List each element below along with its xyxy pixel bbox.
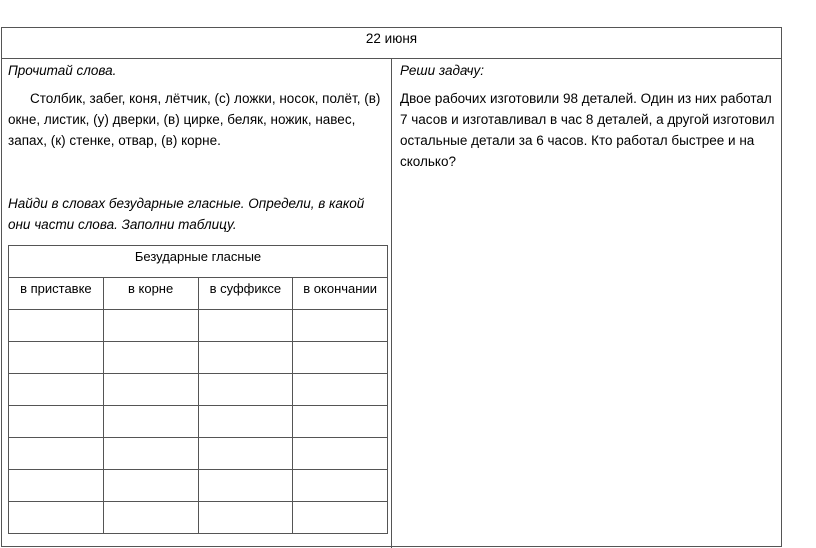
answer-cell[interactable] xyxy=(9,342,104,374)
answer-cell[interactable] xyxy=(9,374,104,406)
col-root: в корне xyxy=(103,278,198,310)
answer-cell[interactable] xyxy=(293,406,388,438)
col-ending: в окончании xyxy=(293,278,388,310)
table-row xyxy=(9,406,388,438)
read-words-heading: Прочитай слова. xyxy=(8,63,117,78)
left-column xyxy=(2,59,392,548)
col-prefix: в приставке xyxy=(9,278,104,310)
table-row xyxy=(9,438,388,470)
col-suffix: в суффиксе xyxy=(198,278,293,310)
date-header: 22 июня xyxy=(2,28,781,59)
word-list: Столбик, забег, коня, лётчик, (с) ложки, носок, полёт, (в) окне, листик, (у) дверки, (в) цирке, беляк, ножик, навес, запах, (к) стенке, отвар, (в) корне. xyxy=(8,91,381,148)
answer-cell[interactable] xyxy=(103,310,198,342)
unstressed-vowels-table xyxy=(8,245,388,534)
table-title: Безударные гласные xyxy=(9,246,388,278)
answer-cell[interactable] xyxy=(103,502,198,534)
answer-cell[interactable] xyxy=(103,374,198,406)
answer-cell[interactable] xyxy=(198,342,293,374)
answer-cell[interactable] xyxy=(198,374,293,406)
answer-cell[interactable] xyxy=(293,470,388,502)
table-row xyxy=(9,310,388,342)
answer-cell[interactable] xyxy=(9,470,104,502)
worksheet-table xyxy=(1,27,782,547)
answer-cell[interactable] xyxy=(198,406,293,438)
table-row xyxy=(9,342,388,374)
answer-cell[interactable] xyxy=(198,470,293,502)
table-instruction: Найди в словах безударные гласные. Определи, в какой они части слова. Заполни таблицу. xyxy=(8,196,365,232)
answer-cell[interactable] xyxy=(103,438,198,470)
answer-cell[interactable] xyxy=(9,502,104,534)
answer-cell[interactable] xyxy=(103,342,198,374)
answer-cell[interactable] xyxy=(103,406,198,438)
answer-cell[interactable] xyxy=(293,342,388,374)
table-row xyxy=(9,470,388,502)
answer-cell[interactable] xyxy=(198,310,293,342)
answer-cell[interactable] xyxy=(293,438,388,470)
right-column xyxy=(392,59,781,548)
math-problem: Двое рабочих изготовили 98 деталей. Один из них работал 7 часов и изготавливал в час 8 деталей, а другой изготовил остальные детали за 6 часов. Кто работал быстрее и на сколько? xyxy=(400,91,775,169)
answer-cell[interactable] xyxy=(293,502,388,534)
answer-cell[interactable] xyxy=(198,438,293,470)
answer-cell[interactable] xyxy=(9,310,104,342)
answer-cell[interactable] xyxy=(198,502,293,534)
answer-cell[interactable] xyxy=(103,470,198,502)
answer-cell[interactable] xyxy=(293,310,388,342)
answer-cell[interactable] xyxy=(9,438,104,470)
table-row xyxy=(9,374,388,406)
answer-cell[interactable] xyxy=(9,406,104,438)
answer-cell[interactable] xyxy=(293,374,388,406)
solve-task-heading: Реши задачу: xyxy=(400,63,485,78)
table-row xyxy=(9,502,388,534)
